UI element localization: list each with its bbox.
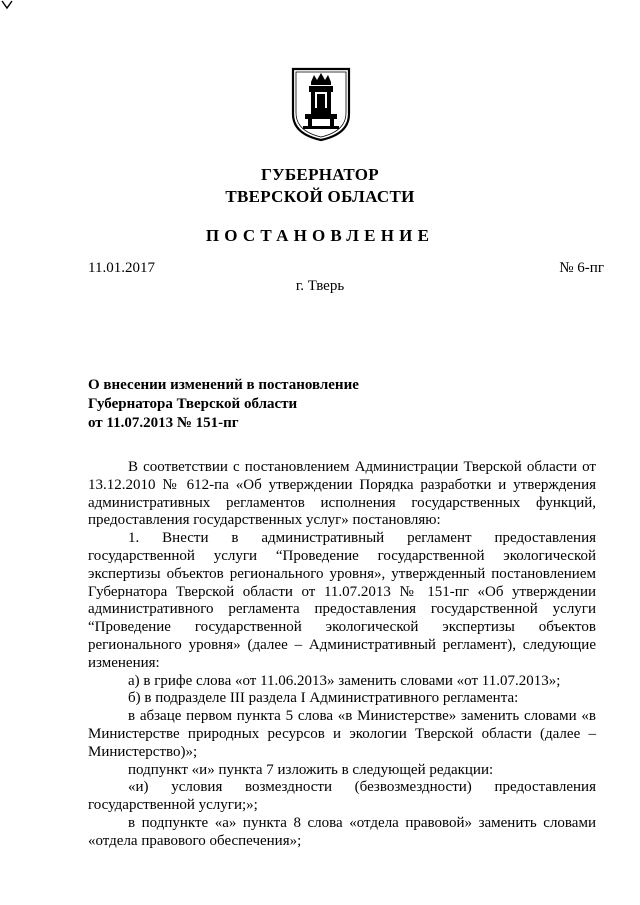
subitem-a-paragraph: а) в грифе слова «от 11.06.2013» заменить словами «от 11.07.2013»; <box>128 672 561 689</box>
authority-name-line1: ГУБЕРНАТОР <box>261 165 379 184</box>
subject-line: от 11.07.2013 № 151-пг <box>88 415 239 431</box>
item-1-paragraph: 1. Внести в административный регламент предоставления государственной услуги “Проведение государственной экологической экспертизы объектов регионального уровня», утвержденный постановлением Губернатора Тверской области от 11.07.2013 № 151-пг «Об утверждении административного регламента предоставления государственной услуги “Проведение государственной экологической экспертизы объектов регионального уровня» (далее – Административный регламент), следующие изменения: <box>88 530 596 671</box>
document-city: г. Тверь <box>295 278 345 294</box>
subject-line: Губернатора Тверской области <box>88 396 298 412</box>
preamble-paragraph: В соответствии с постановлением Администрации Тверской области от 13.12.2010 № 612-па «Об утверждении Порядка разработки и утверждения административных регламентов исполнения государственных функций, предоставления государственных услуг» постановляю: <box>88 459 596 529</box>
corner-mark <box>0 0 14 10</box>
authority-name-line2: ТВЕРСКОЙ ОБЛАСТИ <box>225 187 415 206</box>
subitem-b1-paragraph: в абзаце первом пункта 5 слова «в Министерстве» заменить словами «в Министерстве природных ресурсов и экологии Тверской области (далее – Министерство)»; <box>88 708 596 760</box>
document-number: № 6-пг <box>559 260 604 276</box>
document-body <box>88 459 596 851</box>
document-type: ПОСТАНОВЛЕНИЕ <box>205 226 435 245</box>
subitem-b3-paragraph: «и) условия возмездности (безвозмездности) предоставления государственной услуги;»; <box>88 779 596 814</box>
subject-line: О внесении изменений в постановление <box>88 377 359 393</box>
subitem-b2-paragraph: подпункт «и» пункта 7 изложить в следующей редакции: <box>128 761 494 778</box>
document-date: 11.01.2017 <box>88 260 155 276</box>
document-subject <box>88 376 359 433</box>
subitem-b-paragraph: б) в подразделе III раздела I Административного регламента: <box>128 690 519 707</box>
subitem-b4-paragraph: в подпункте «а» пункта 8 слова «отдела правовой» заменить словами «отдела правового обеспечения»; <box>88 814 596 849</box>
coat-of-arms-icon <box>290 66 352 142</box>
